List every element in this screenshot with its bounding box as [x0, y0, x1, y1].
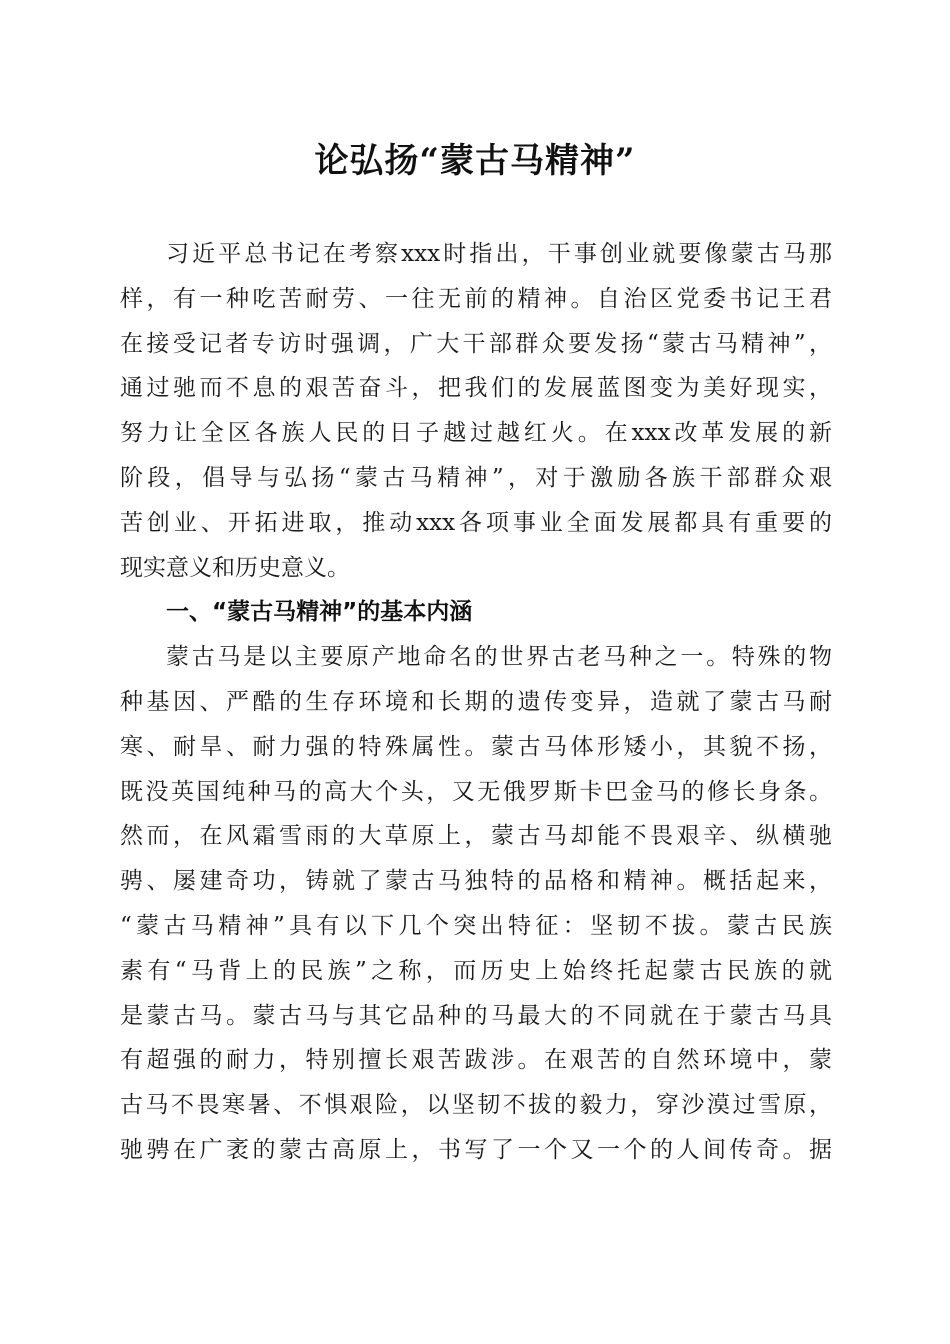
paragraph-line: 素有“马背上的民族”之称，而历史上始终托起蒙古民族的就 [120, 957, 832, 984]
paragraph-line: 驰骋在广袤的蒙古高原上，书写了一个又一个的人间传奇。据 [120, 1136, 832, 1163]
paragraph-line: 古马不畏寒暑、不惧艰险，以坚韧不拔的毅力，穿沙漠过雪原， [120, 1092, 832, 1119]
paragraph-line: 寒、耐旱、耐力强的特殊属性。蒙古马体形矮小，其貌不扬， [120, 733, 832, 760]
paragraph-line: 种基因、严酷的生存环境和长期的遗传变异，造就了蒙古马耐 [120, 688, 832, 715]
paragraph-line: 努力让全区各族人民的日子越过越红火。在xxx改革发展的新 [120, 420, 832, 447]
paragraph-line: 习近平总书记在考察xxx时指出，干事创业就要像蒙古马那 [166, 241, 832, 267]
paragraph-line: 在接受记者专访时强调，广大干部群众要发扬“蒙古马精神”， [120, 330, 832, 357]
paragraph-line: 阶段，倡导与弘扬“蒙古马精神”，对于激励各族干部群众艰 [120, 464, 832, 491]
paragraph-line: 既没英国纯种马的高大个头，又无俄罗斯卡巴金马的修长身条。 [120, 778, 832, 805]
document-title: 论弘扬“蒙古马精神” [314, 141, 636, 181]
paragraph-line: “蒙古马精神”具有以下几个突出特征：坚韧不拔。蒙古民族 [120, 912, 832, 939]
paragraph-line: 蒙古马是以主要原产地命名的世界古老马种之一。特殊的物 [166, 644, 832, 671]
paragraph-line: 骋、屡建奇功，铸就了蒙古马独特的品格和精神。概括起来， [120, 868, 832, 895]
paragraph-line: 有超强的耐力，特别擅长艰苦跋涉。在艰苦的自然环境中，蒙 [120, 1047, 832, 1074]
paragraph-line: 现实意义和历史意义。 [120, 554, 350, 581]
paragraph-line: 然而，在风霜雪雨的大草原上，蒙古马却能不畏艰辛、纵横驰 [120, 823, 832, 850]
paragraph-line: 苦创业、开拓进取，推动xxx各项事业全面发展都具有重要的 [120, 509, 832, 536]
document-body [120, 232, 832, 1173]
paragraph-line: 通过驰而不息的艰苦奋斗，把我们的发展蓝图变为美好现实， [120, 375, 832, 402]
paragraph-line: 是蒙古马。蒙古马与其它品种的马最大的不同就在于蒙古马具 [120, 1002, 832, 1029]
section-heading: 一、“蒙古马精神”的基本内涵 [166, 599, 473, 626]
paragraph-line: 样，有一种吃苦耐劳、一往无前的精神。自治区党委书记王君 [120, 285, 832, 312]
